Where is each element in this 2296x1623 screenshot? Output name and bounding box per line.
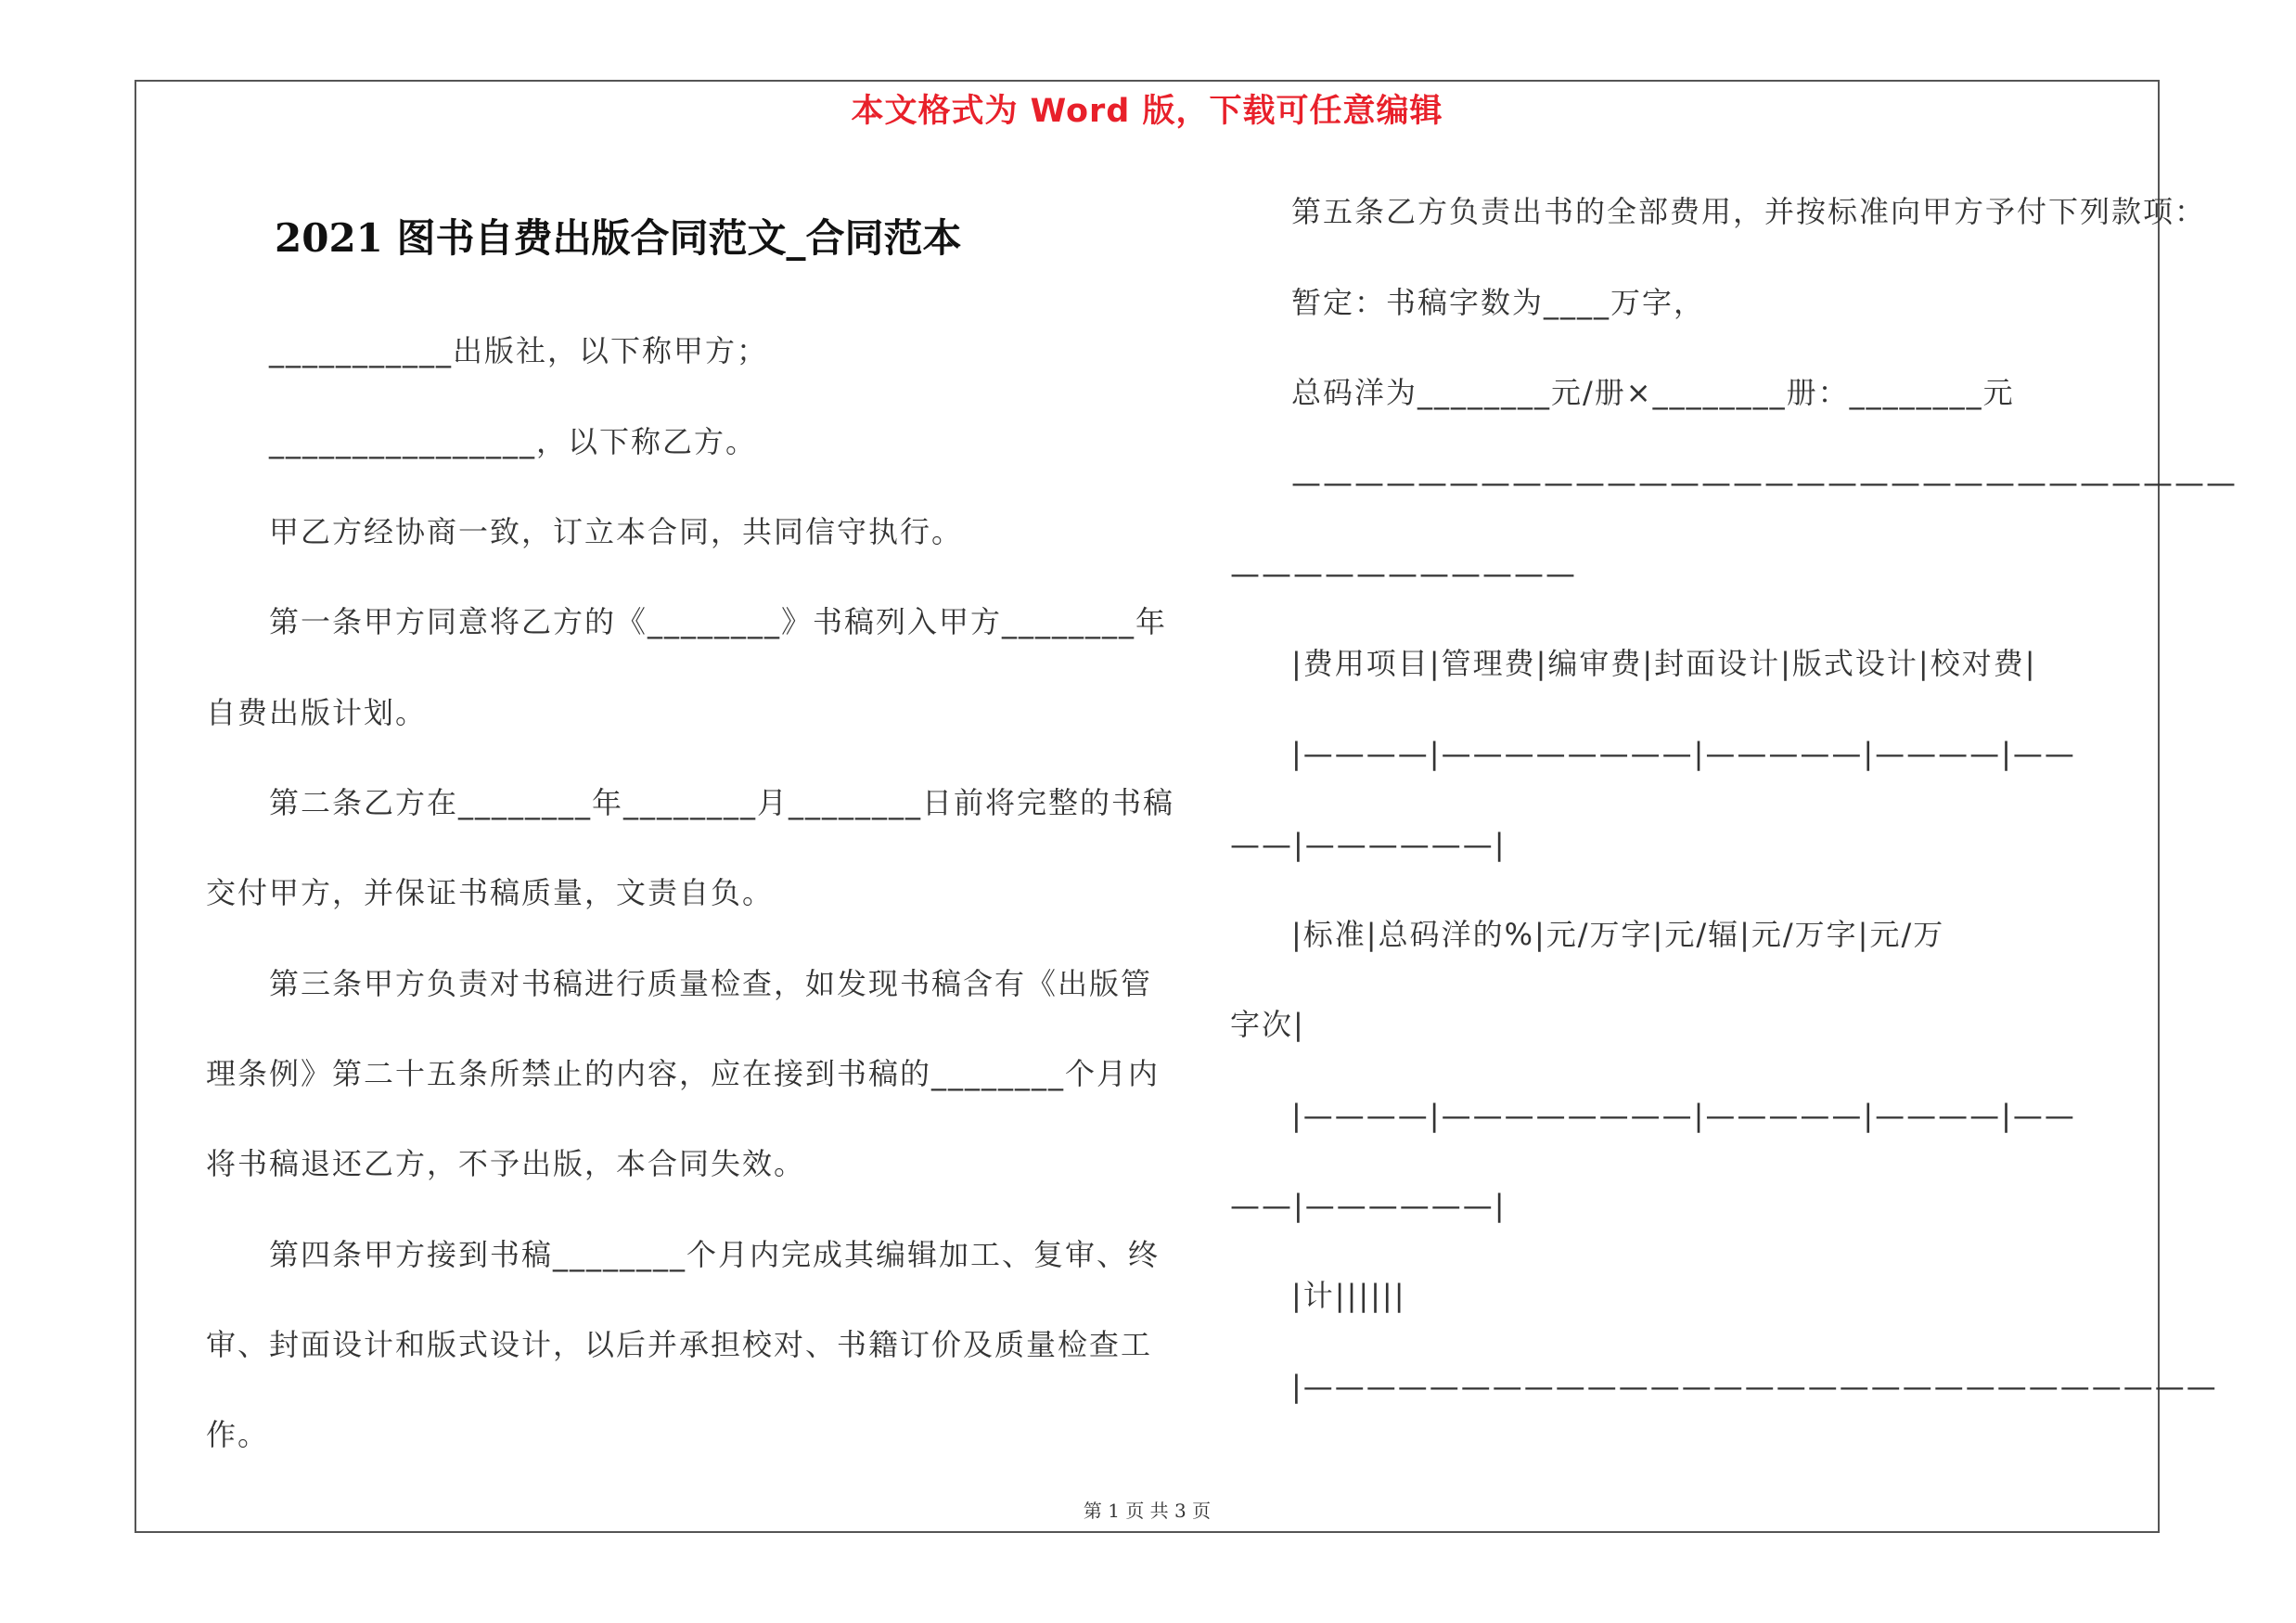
paragraph-line: 第五条乙方负责出书的全部费用，并按标准向甲方予付下列款项： [1291,194,2207,229]
paragraph-line: ________________，以下称乙方。 [269,424,758,459]
page-number-footer: 第 1 页 共 3 页 [1083,1500,1212,1522]
table-row: |标准|总码洋的%|元/万字|元/辐|元/万字|元/万 [1291,917,1945,952]
paragraph-line: 审、封面设计和版式设计，以后并承担校对、书籍订价及质量检查工 [206,1327,1153,1362]
paragraph-line: 第一条甲方同意将乙方的《________》书稿列入甲方________年 [269,604,1168,639]
table-header-row: |费用项目|管理费|编审费|封面设计|版式设计|校对费| [1291,646,2037,681]
table-rule-line: ——————————— [1230,556,1577,591]
table-row: |计|||||| [1291,1278,1406,1313]
document-title: 2021 图书自费出版合同范文_合同范本 [275,215,962,261]
paragraph-line: 总码洋为________元/册×________册：________元 [1291,375,2015,410]
table-rule-line: |————————————————————————————— [1291,1369,2218,1404]
paragraph-line: 第四条甲方接到书稿________个月内完成其编辑加工、复审、终 [269,1237,1161,1272]
table-rule-line: ——|——————| [1230,1188,1507,1223]
paragraph-line: 作。 [206,1417,270,1452]
paragraph-line: 甲乙方经协商一致，订立本合同，共同信守执行。 [269,514,964,549]
paragraph-line: 第三条甲方负责对书稿进行质量检查，如发现书稿含有《出版管 [269,966,1153,1001]
format-notice-banner: 本文格式为 Word 版，下载可任意编辑 [851,93,1443,130]
paragraph-line: 自费出版计划。 [206,695,428,730]
table-rule-line: —————————————————————————————— [1291,465,2238,500]
paragraph-line: ___________出版社，以下称甲方； [269,333,769,368]
table-rule-line: |————|————————|—————|————|—— [1291,1098,2076,1133]
paragraph-line: 暂定：书稿字数为____万字， [1291,285,1706,320]
paragraph-line: 第二条乙方在________年________月________日前将完整的书稿 [269,785,1175,820]
table-rule-line: |————|————————|—————|————|—— [1291,736,2076,771]
paragraph-line: 理条例》第二十五条所禁止的内容，应在接到书稿的________个月内 [206,1056,1161,1091]
paragraph-line: 交付甲方，并保证书稿质量，文责自负。 [206,875,775,910]
table-row: 字次| [1230,1007,1305,1042]
table-rule-line: ——|——————| [1230,827,1507,862]
paragraph-line: 将书稿退还乙方，不予出版，本合同失效。 [206,1146,806,1181]
